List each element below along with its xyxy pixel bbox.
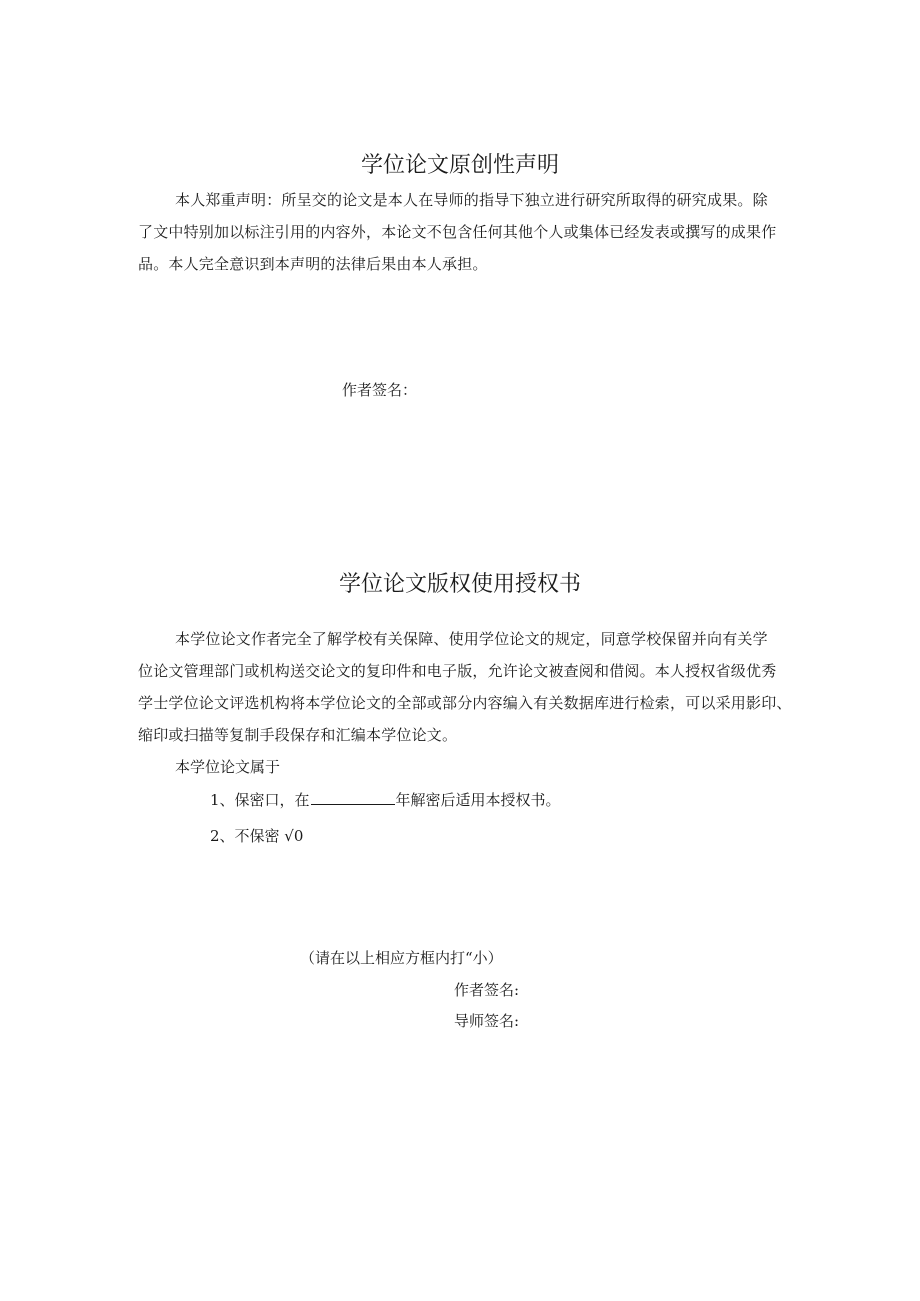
authorization-line-4: 缩印或扫描等复制手段保存和汇编本学位论文。 [138, 726, 458, 744]
supervisor-signature-label: 导师签名: [454, 1012, 520, 1030]
authorization-line-3: 学士学位论文评选机构将本学位论文的全部或部分内容编入有关数据库进行检索，可以采用影印、 [138, 694, 792, 712]
authorization-author-signature-label: 作者签名: [454, 981, 520, 999]
authorization-title: 学位论文版权使用授权书 [338, 572, 581, 597]
option-not-confidential: 2、不保密 √0 [210, 827, 304, 845]
authorization-line-2: 位论文管理部门或机构送交论文的复印件和电子版，允许论文被查阅和借阅。本人授权省级优秀 [138, 662, 777, 680]
declaration-line-2: 了文中特别加以标注引用的内容外，本论文不包含任何其他个人或集体已经发表或撰写的成果作 [138, 223, 777, 241]
declaration-line-1: 本人郑重声明：所呈交的论文是本人在导师的指导下独立进行研究所取得的研究成果。除 [175, 191, 768, 209]
declaration-line-3: 品。本人完全意识到本声明的法律后果由本人承担。 [138, 255, 488, 273]
declaration-title: 学位论文原创性声明 [360, 153, 559, 178]
authorization-line-1: 本学位论文作者完全了解学校有关保障、使用学位论文的规定，同意学校保留并向有关学 [175, 630, 768, 648]
option-confidential [210, 790, 561, 810]
option-confidential-suffix: 年解密后适用本授权书。 [395, 791, 561, 809]
checkbox-instruction: （请在以上相应方框内打“小） [300, 949, 503, 967]
option-confidential-prefix: 1、保密口，在 [210, 791, 310, 809]
years-blank-field[interactable] [311, 790, 395, 805]
authorization-belongs-label: 本学位论文属于 [175, 758, 281, 776]
declaration-author-signature-label: 作者签名： [342, 381, 418, 399]
